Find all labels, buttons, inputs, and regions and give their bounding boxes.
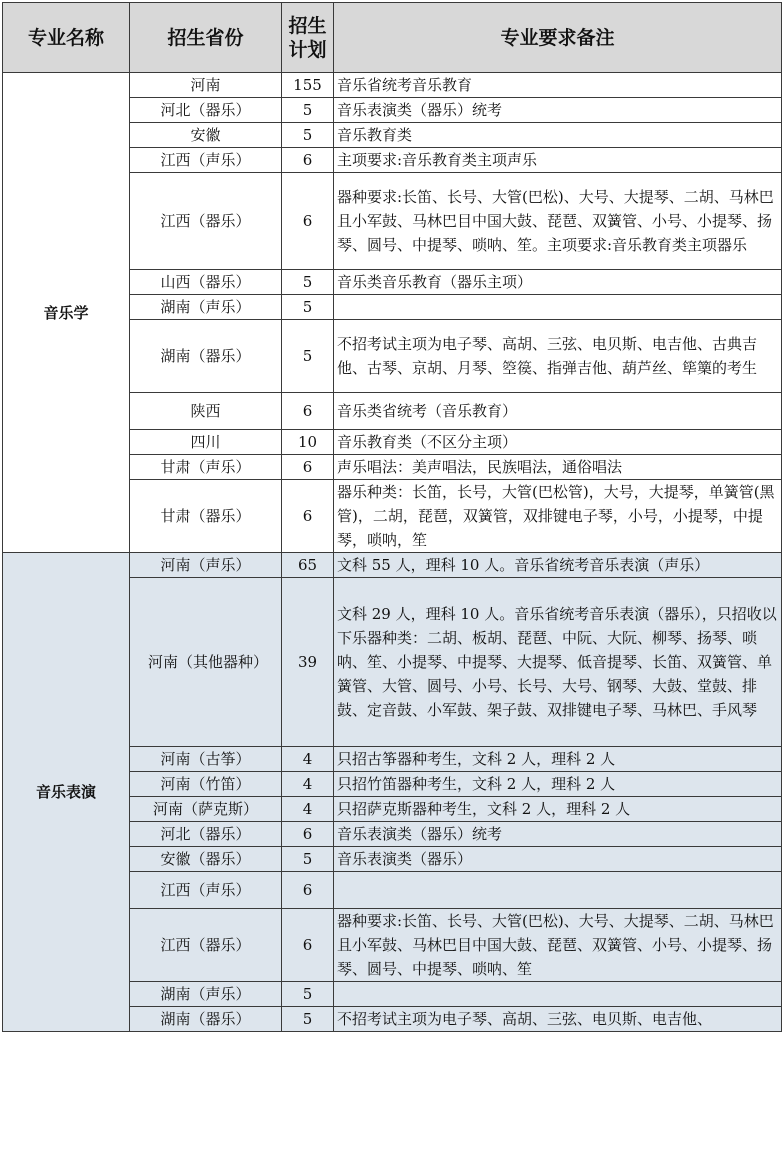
major-name: 音乐学 (3, 73, 130, 553)
province-cell: 河南 (130, 73, 282, 98)
note-cell: 音乐教育类（不区分主项） (334, 430, 782, 455)
header-major: 专业名称 (3, 3, 130, 73)
province-cell: 甘肃（器乐） (130, 480, 282, 553)
province-cell: 湖南（声乐） (130, 982, 282, 1007)
plan-cell: 4 (282, 747, 334, 772)
note-cell: 音乐类音乐教育（器乐主项） (334, 270, 782, 295)
header-row (3, 3, 782, 73)
province-cell: 湖南（器乐） (130, 320, 282, 393)
note-cell: 文科 55 人，理科 10 人。音乐省统考音乐表演（声乐） (334, 553, 782, 578)
province-cell: 河南（竹笛） (130, 772, 282, 797)
plan-cell: 5 (282, 123, 334, 148)
plan-cell: 6 (282, 173, 334, 270)
plan-cell: 155 (282, 73, 334, 98)
province-cell: 湖南（声乐） (130, 295, 282, 320)
header-plan-line2: 计划 (288, 38, 327, 61)
note-cell: 音乐教育类 (334, 123, 782, 148)
province-cell: 江西（器乐） (130, 909, 282, 982)
plan-cell: 5 (282, 295, 334, 320)
header-plan-line1: 招生 (288, 14, 327, 37)
plan-cell: 10 (282, 430, 334, 455)
note-cell: 音乐表演类（器乐）统考 (334, 822, 782, 847)
header-note: 专业要求备注 (334, 3, 782, 73)
province-cell: 河南（声乐） (130, 553, 282, 578)
plan-cell: 5 (282, 270, 334, 295)
group-music-studies (3, 73, 782, 553)
province-cell: 河南（古筝） (130, 747, 282, 772)
plan-cell: 5 (282, 320, 334, 393)
plan-cell: 5 (282, 1007, 334, 1032)
province-cell: 河南（其他器种） (130, 578, 282, 747)
note-cell (334, 295, 782, 320)
province-cell: 江西（声乐） (130, 148, 282, 173)
province-cell: 陕西 (130, 393, 282, 430)
table-row (3, 553, 782, 578)
enrollment-table (2, 2, 782, 1032)
plan-cell: 65 (282, 553, 334, 578)
plan-cell: 5 (282, 98, 334, 123)
plan-cell: 6 (282, 872, 334, 909)
group-music-performance (3, 553, 782, 1032)
note-cell: 声乐唱法：美声唱法，民族唱法，通俗唱法 (334, 455, 782, 480)
province-cell: 山西（器乐） (130, 270, 282, 295)
province-cell: 河南（萨克斯） (130, 797, 282, 822)
header-plan (282, 3, 334, 73)
plan-cell: 5 (282, 847, 334, 872)
note-cell: 不招考试主项为电子琴、高胡、三弦、电贝斯、电吉他、 (334, 1007, 782, 1032)
plan-cell: 6 (282, 909, 334, 982)
table-row (3, 73, 782, 98)
note-cell: 不招考试主项为电子琴、高胡、三弦、电贝斯、电吉他、古典吉他、古琴、京胡、月琴、箜篌、指弹吉他、葫芦丝、筚篥的考生 (334, 320, 782, 393)
plan-cell: 4 (282, 797, 334, 822)
plan-cell: 6 (282, 480, 334, 553)
plan-cell: 5 (282, 982, 334, 1007)
province-cell: 河北（器乐） (130, 98, 282, 123)
province-cell: 湖南（器乐） (130, 1007, 282, 1032)
note-cell: 音乐类省统考（音乐教育） (334, 393, 782, 430)
note-cell: 只招萨克斯器种考生，文科 2 人，理科 2 人 (334, 797, 782, 822)
plan-cell: 4 (282, 772, 334, 797)
header-province: 招生省份 (130, 3, 282, 73)
province-cell: 河北（器乐） (130, 822, 282, 847)
note-cell: 器种要求:长笛、长号、大管(巴松)、大号、大提琴、二胡、马林巴且小军鼓、马林巴目中国大鼓、琵琶、双簧管、小号、小提琴、扬琴、圆号、中提琴、唢呐、笙 (334, 909, 782, 982)
province-cell: 甘肃（声乐） (130, 455, 282, 480)
note-cell: 器乐种类：长笛，长号，大管(巴松管)，大号，大提琴，单簧管(黑管)，二胡，琵琶，双簧管，双排键电子琴，小号，小提琴，中提琴，唢呐，笙 (334, 480, 782, 553)
plan-cell: 6 (282, 822, 334, 847)
province-cell: 江西（器乐） (130, 173, 282, 270)
note-cell: 文科 29 人，理科 10 人。音乐省统考音乐表演（器乐），只招收以下乐器种类：二胡、板胡、琵琶、中阮、大阮、柳琴、扬琴、唢呐、笙、小提琴、中提琴、大提琴、低音提琴、长笛、双簧管、单簧管、大管、圆号、小号、长号、大号、钢琴、大鼓、堂鼓、排鼓、定音鼓、小军鼓、架子鼓、双排键电子琴、马林巴、手风琴 (334, 578, 782, 747)
plan-cell: 6 (282, 393, 334, 430)
note-cell: 音乐表演类（器乐） (334, 847, 782, 872)
province-cell: 安徽 (130, 123, 282, 148)
note-cell (334, 982, 782, 1007)
note-cell: 只招古筝器种考生，文科 2 人，理科 2 人 (334, 747, 782, 772)
major-name: 音乐表演 (3, 553, 130, 1032)
province-cell: 四川 (130, 430, 282, 455)
note-cell: 只招竹笛器种考生，文科 2 人，理科 2 人 (334, 772, 782, 797)
province-cell: 安徽（器乐） (130, 847, 282, 872)
note-cell: 音乐省统考音乐教育 (334, 73, 782, 98)
note-cell: 主项要求:音乐教育类主项声乐 (334, 148, 782, 173)
province-cell: 江西（声乐） (130, 872, 282, 909)
plan-cell: 6 (282, 148, 334, 173)
note-cell: 音乐表演类（器乐）统考 (334, 98, 782, 123)
plan-cell: 39 (282, 578, 334, 747)
note-cell: 器种要求:长笛、长号、大管(巴松)、大号、大提琴、二胡、马林巴且小军鼓、马林巴目中国大鼓、琵琶、双簧管、小号、小提琴、扬琴、圆号、中提琴、唢呐、笙。主项要求:音乐教育类主项器乐 (334, 173, 782, 270)
note-cell (334, 872, 782, 909)
plan-cell: 6 (282, 455, 334, 480)
